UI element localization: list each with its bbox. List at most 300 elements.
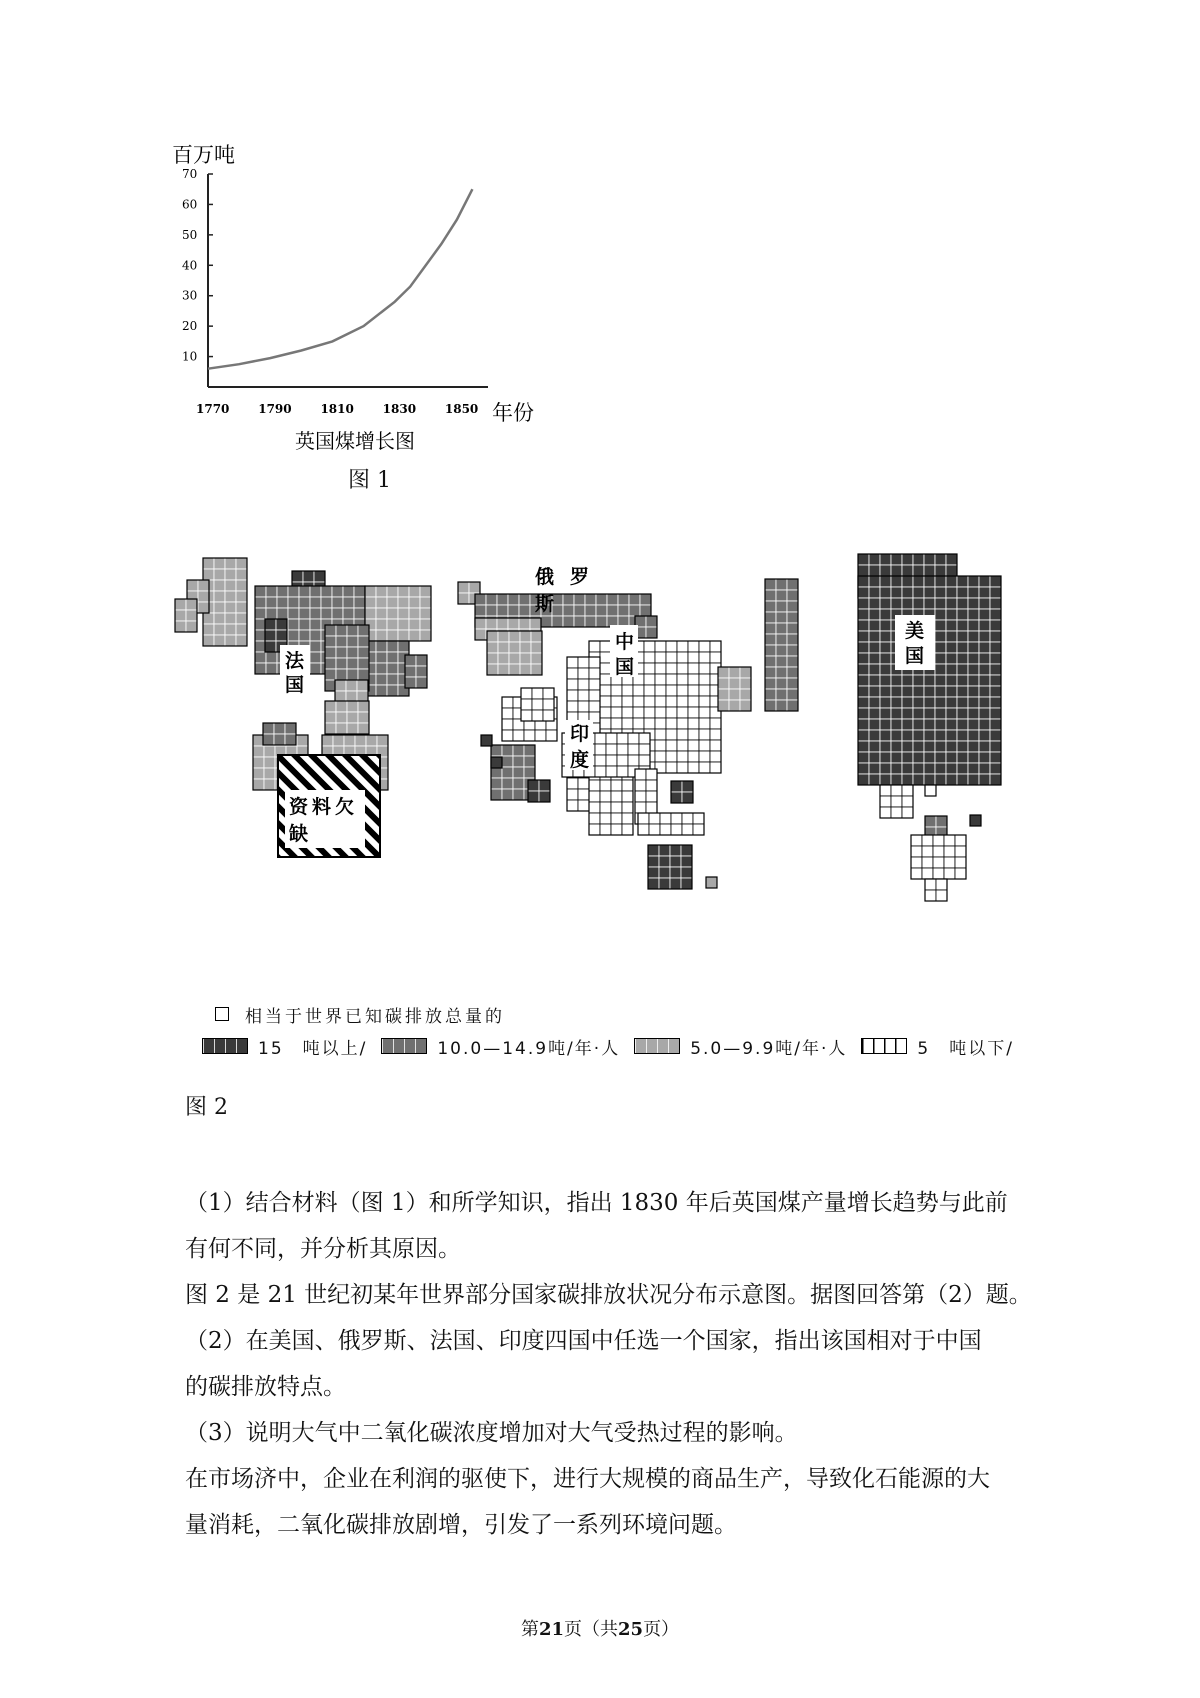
grid-cell	[935, 653, 946, 664]
grid-cell	[922, 868, 933, 879]
grid-cell	[979, 752, 990, 763]
grid-cell	[858, 642, 869, 653]
grid-cell	[513, 789, 524, 800]
grid-cell	[622, 696, 633, 707]
grid-cell	[321, 586, 332, 597]
grid-cell	[377, 735, 388, 746]
footer-prefix: 第	[520, 1619, 539, 1640]
grid-cell	[990, 752, 1001, 763]
grid-cell	[880, 664, 891, 675]
grid-cell	[366, 735, 377, 746]
grid-cell	[990, 631, 1001, 642]
grid-cell	[524, 730, 535, 741]
grid-cell	[325, 723, 336, 734]
legend-swatch-medium	[381, 1038, 427, 1054]
grid-cell	[880, 752, 891, 763]
grid-cell	[655, 696, 666, 707]
grid-cell	[600, 718, 611, 729]
grid-cell	[924, 774, 935, 785]
grid-cell	[891, 565, 902, 576]
grid-cell	[922, 835, 933, 846]
grid-cell	[666, 718, 677, 729]
grid-cell	[677, 751, 688, 762]
grid-cell	[347, 701, 358, 712]
grid-cell	[955, 857, 966, 868]
grid-cell	[924, 708, 935, 719]
grid-cell	[606, 733, 617, 744]
y-tick-label: 10	[182, 349, 198, 364]
legend-item-5to9	[634, 1034, 847, 1059]
grid-cell	[682, 824, 693, 835]
grid-cell	[611, 780, 622, 791]
grid-cell	[935, 576, 946, 587]
grid-cell	[376, 586, 387, 597]
grid-cell	[458, 582, 469, 593]
grid-cell	[699, 751, 710, 762]
grid-cell	[765, 656, 776, 667]
grid-cell	[509, 631, 520, 642]
grid-cell	[902, 708, 913, 719]
grid-cell	[765, 623, 776, 634]
grid-cell	[486, 594, 497, 605]
grid-cell	[946, 554, 957, 565]
legend-items-row	[202, 1032, 1115, 1060]
grid-cell	[946, 719, 957, 730]
grid-cell	[858, 741, 869, 752]
grid-cell	[710, 652, 721, 663]
grid-cell	[990, 774, 1001, 785]
grid-cell	[214, 613, 225, 624]
grid-cell	[666, 707, 677, 718]
grid-cell	[869, 653, 880, 664]
grid-cell	[299, 608, 310, 619]
grid-cell	[677, 641, 688, 652]
grid-cell	[699, 652, 710, 663]
grid-cell	[255, 586, 266, 597]
grid-cell	[528, 780, 539, 791]
grid-cell	[543, 710, 554, 721]
grid-cell	[891, 752, 902, 763]
grid-cell	[891, 675, 902, 686]
grid-cell	[902, 565, 913, 576]
grid-cell	[891, 741, 902, 752]
grid-cell	[274, 734, 285, 745]
grid-cell	[521, 699, 532, 710]
grid-cell	[933, 846, 944, 857]
grid-cell	[776, 656, 787, 667]
grid-cell	[913, 708, 924, 719]
grid-cell	[699, 762, 710, 773]
grid-cell	[255, 619, 266, 630]
grid-cell	[699, 729, 710, 740]
grid-cell	[922, 846, 933, 857]
grid-cell	[681, 845, 692, 856]
grid-cell	[277, 608, 288, 619]
grid-cell	[398, 597, 409, 608]
grid-cell	[509, 664, 520, 675]
legend-unit-row	[215, 1000, 1115, 1028]
grid-cell	[990, 686, 1001, 697]
grid-cell	[255, 641, 266, 652]
grid-cell	[600, 802, 611, 813]
grid-cell	[325, 636, 336, 647]
grid-cell	[358, 625, 369, 636]
grid-cell	[578, 701, 589, 712]
grid-cell	[990, 741, 1001, 752]
grid-cell	[666, 729, 677, 740]
grid-cell	[253, 746, 264, 757]
grid-cell	[519, 605, 530, 616]
grid-cell	[655, 718, 666, 729]
cartogram-block-chile	[925, 879, 947, 901]
grid-cell	[263, 734, 274, 745]
grid-cell	[546, 730, 557, 741]
grid-cell	[990, 642, 1001, 653]
grid-cell	[497, 618, 508, 629]
grid-cell	[606, 755, 617, 766]
grid-cell	[648, 878, 659, 889]
grid-cell	[946, 675, 957, 686]
grid-cell	[660, 824, 671, 835]
grid-cell	[880, 719, 891, 730]
grid-cell	[574, 605, 585, 616]
grid-cell	[563, 616, 574, 627]
grid-cell	[358, 647, 369, 658]
grid-cell	[502, 767, 513, 778]
grid-cell	[578, 690, 589, 701]
grid-cell	[376, 663, 387, 674]
cartogram-block-cuba	[925, 785, 936, 796]
grid-cell	[649, 813, 660, 824]
grid-cell	[924, 554, 935, 565]
grid-cell	[718, 667, 729, 678]
grid-cell	[622, 685, 633, 696]
grid-cell	[198, 602, 209, 613]
grid-cell	[957, 697, 968, 708]
grid-cell	[502, 789, 513, 800]
grid-cell	[398, 608, 409, 619]
grid-cell	[336, 712, 347, 723]
cartogram-block-russia-east	[635, 616, 657, 638]
grid-cell	[325, 625, 336, 636]
grid-cell	[858, 598, 869, 609]
grid-cell	[578, 668, 589, 679]
grid-cell	[902, 697, 913, 708]
grid-cell	[869, 620, 880, 631]
x-tick-label: 1830	[382, 402, 417, 416]
grid-cell	[858, 664, 869, 675]
grid-cell	[532, 688, 543, 699]
footer-total-pages: 25	[618, 1619, 644, 1640]
grid-cell	[677, 762, 688, 773]
grid-cell	[310, 608, 321, 619]
grid-cell	[622, 802, 633, 813]
grid-cell	[688, 663, 699, 674]
grid-cell	[655, 685, 666, 696]
grid-cell	[600, 652, 611, 663]
grid-cell	[266, 586, 277, 597]
grid-cell	[710, 641, 721, 652]
grid-cell	[671, 781, 682, 792]
grid-cell	[765, 700, 776, 711]
grid-cell	[543, 688, 554, 699]
grid-cell	[265, 630, 276, 641]
grid-cell	[596, 616, 607, 627]
grid-cell	[214, 580, 225, 591]
grid-cell	[659, 867, 670, 878]
grid-cell	[869, 719, 880, 730]
grid-cell	[310, 641, 321, 652]
cartogram-block-scandinavia	[203, 558, 247, 646]
x-tick-label: 1810	[320, 402, 354, 416]
grid-cell	[502, 756, 513, 767]
grid-cell	[880, 785, 891, 796]
cartogram-block-japan-east	[765, 579, 798, 711]
grid-cell	[648, 867, 659, 878]
grid-cell	[543, 699, 554, 710]
grid-cell	[253, 779, 264, 790]
grid-cell	[955, 846, 966, 857]
grid-cell	[578, 778, 589, 789]
figure-2-intro: 图 2 是 21 世纪初某年世界部分国家碳排放状况分布示意图。据图回答第（2）题。	[185, 1282, 1032, 1308]
grid-cell	[968, 598, 979, 609]
grid-cell	[458, 593, 469, 604]
grid-cell	[957, 752, 968, 763]
grid-cell	[880, 620, 891, 631]
grid-cell	[902, 686, 913, 697]
cartogram-block-russia-sw	[487, 631, 542, 675]
grid-cell	[765, 634, 776, 645]
grid-cell	[513, 756, 524, 767]
grid-cell	[858, 653, 869, 664]
grid-cell	[357, 680, 368, 691]
grid-cell	[935, 719, 946, 730]
grid-cell	[633, 718, 644, 729]
grid-cell	[600, 824, 611, 835]
footer-suffix: 页）	[643, 1619, 680, 1640]
grid-cell	[880, 554, 891, 565]
grid-cell	[644, 696, 655, 707]
grid-cell	[535, 730, 546, 741]
grid-cell	[718, 689, 729, 700]
question-1-line-1: （1）结合材料（图 1）和所学知识，指出 1830 年后英国煤产量增长趋势与此前	[185, 1190, 1008, 1216]
cartogram-block-south-america	[911, 835, 966, 879]
grid-cell	[225, 635, 236, 646]
x-tick-label: 1770	[196, 402, 230, 416]
grid-cell	[913, 587, 924, 598]
grid-cell	[968, 609, 979, 620]
grid-cell	[513, 767, 524, 778]
grid-cell	[946, 576, 957, 587]
grid-cell	[585, 616, 596, 627]
grid-cell	[310, 663, 321, 674]
grid-cell	[346, 680, 357, 691]
grid-cell	[858, 752, 869, 763]
grid-cell	[990, 664, 1001, 675]
grid-cell	[660, 813, 671, 824]
grid-cell	[911, 846, 922, 857]
grid-cell	[880, 730, 891, 741]
grid-cell	[498, 631, 509, 642]
grid-cell	[765, 689, 776, 700]
grid-cell	[946, 763, 957, 774]
usa-label-1: 美	[905, 620, 925, 642]
legend-label-over15: 15 吨以上/	[258, 1038, 368, 1059]
grid-cell	[622, 780, 633, 791]
grid-cell	[740, 678, 751, 689]
grid-cell	[607, 605, 618, 616]
grid-cell	[968, 752, 979, 763]
grid-cell	[325, 701, 336, 712]
grid-cell	[236, 613, 247, 624]
grid-cell	[911, 868, 922, 879]
grid-cell	[858, 609, 869, 620]
grid-cell	[858, 763, 869, 774]
cartogram-block-caribbean-dot	[970, 815, 981, 826]
grid-cell	[858, 730, 869, 741]
grid-cell	[236, 635, 247, 646]
grid-cell	[524, 745, 535, 756]
russia-label-3: 斯	[535, 593, 555, 615]
grid-cell	[358, 669, 369, 680]
grid-cell	[297, 735, 308, 746]
grid-cell	[513, 745, 524, 756]
grid-cell	[376, 597, 387, 608]
grid-cell	[935, 675, 946, 686]
grid-cell	[600, 780, 611, 791]
grid-cell	[508, 605, 519, 616]
grid-cell	[649, 824, 660, 835]
grid-cell	[600, 813, 611, 824]
grid-cell	[606, 766, 617, 777]
grid-cell	[606, 744, 617, 755]
grid-cell	[387, 608, 398, 619]
grid-cell	[198, 591, 209, 602]
grid-cell	[225, 558, 236, 569]
grid-cell	[236, 569, 247, 580]
grid-cell	[968, 774, 979, 785]
grid-cell	[699, 707, 710, 718]
grid-cell	[979, 675, 990, 686]
grid-cell	[913, 752, 924, 763]
grid-cell	[869, 741, 880, 752]
grid-cell	[979, 708, 990, 719]
grid-cell	[968, 620, 979, 631]
grid-cell	[957, 741, 968, 752]
grid-cell	[622, 824, 633, 835]
grid-cell	[628, 744, 639, 755]
grid-cell	[552, 616, 563, 627]
grid-cell	[644, 674, 655, 685]
grid-cell	[532, 710, 543, 721]
grid-cell	[264, 779, 275, 790]
y-axis-label: 百万吨	[172, 143, 235, 167]
grid-cell	[214, 624, 225, 635]
grid-cell	[420, 619, 431, 630]
grid-cell	[502, 745, 513, 756]
grid-cell	[646, 791, 657, 802]
grid-cell	[946, 565, 957, 576]
grid-cell	[911, 857, 922, 868]
grid-cell	[346, 691, 357, 702]
grid-cell	[416, 677, 427, 688]
grid-cell	[946, 730, 957, 741]
grid-cell	[891, 730, 902, 741]
grid-cell	[659, 878, 670, 889]
grid-cell	[924, 719, 935, 730]
grid-cell	[946, 598, 957, 609]
grid-cell	[336, 625, 347, 636]
grid-cell	[979, 642, 990, 653]
grid-cell	[321, 608, 332, 619]
grid-cell	[740, 700, 751, 711]
figure-2-cartogram	[175, 555, 1095, 955]
grid-cell	[946, 774, 957, 785]
cartogram-block-mexico	[880, 785, 913, 818]
legend-item-over15	[202, 1034, 367, 1059]
grid-cell	[924, 697, 935, 708]
grid-cell	[688, 729, 699, 740]
grid-cell	[957, 620, 968, 631]
grid-cell	[935, 554, 946, 565]
grid-cell	[671, 824, 682, 835]
grid-cell	[589, 668, 600, 679]
legend-label-under5: 5 吨以下/	[917, 1038, 1014, 1059]
legend-swatch-dark	[202, 1038, 248, 1054]
grid-cell	[902, 730, 913, 741]
grid-cell	[990, 675, 1001, 686]
grid-cell	[682, 813, 693, 824]
grid-cell	[387, 597, 398, 608]
grid-cell	[858, 631, 869, 642]
chart-title: 英国煤增长图	[295, 429, 415, 453]
grid-cell	[618, 594, 629, 605]
grid-cell	[347, 669, 358, 680]
footer-page-number: 21	[538, 1619, 564, 1640]
grid-cell	[787, 667, 798, 678]
grid-cell	[524, 756, 535, 767]
grid-cell	[255, 597, 266, 608]
grid-cell	[924, 565, 935, 576]
grid-cell	[325, 658, 336, 669]
grid-cell	[214, 569, 225, 580]
grid-cell	[990, 587, 1001, 598]
grid-cell	[618, 605, 629, 616]
grid-cell	[765, 601, 776, 612]
grid-cell	[655, 652, 666, 663]
grid-cell	[225, 580, 236, 591]
russia-label-1: 俄	[535, 566, 555, 588]
grid-cell	[765, 612, 776, 623]
grid-cell	[644, 663, 655, 674]
grid-cell	[639, 733, 650, 744]
china-label-1: 中	[615, 631, 635, 653]
grid-cell	[671, 813, 682, 824]
grid-cell	[677, 674, 688, 685]
grid-cell	[187, 580, 198, 591]
grid-cell	[936, 890, 947, 901]
grid-cell	[508, 618, 519, 629]
grid-cell	[332, 608, 343, 619]
grid-cell	[858, 587, 869, 598]
grid-cell	[214, 602, 225, 613]
grid-cell	[880, 565, 891, 576]
grid-cell	[776, 689, 787, 700]
grid-cell	[344, 735, 355, 746]
grid-cell	[869, 554, 880, 565]
grid-cell	[611, 685, 622, 696]
grid-cell	[520, 664, 531, 675]
